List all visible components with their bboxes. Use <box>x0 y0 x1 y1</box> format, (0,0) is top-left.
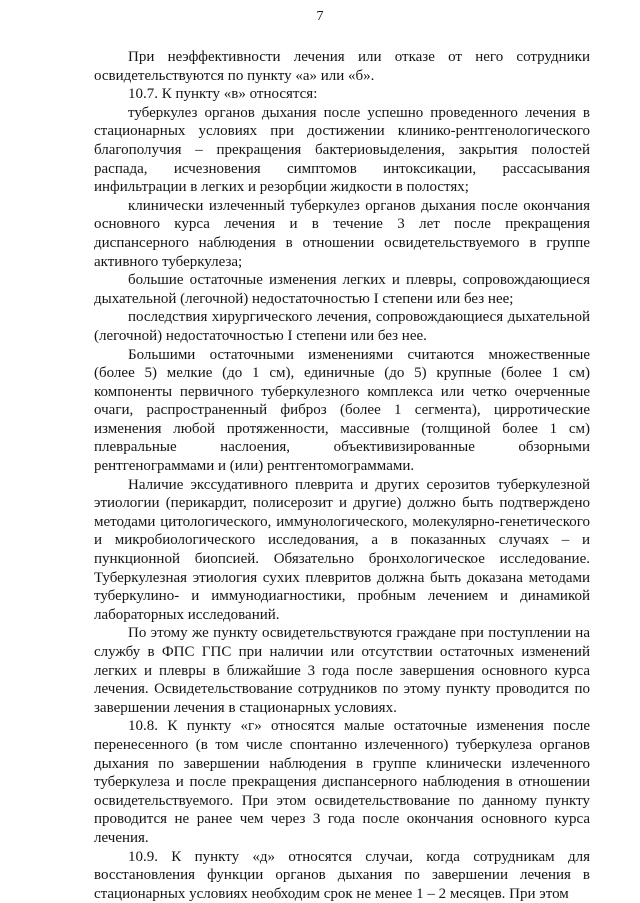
paragraph-citizens-admission: По этому же пункту освидетельствуются граждане при поступлении на службу в ФПС ГПС при наличии или отсутствии остаточных изменений легких и плевры в ближайшие 3 года после завершения основного курса лечения. Освидетельствование сотрудников по этому пункту проводится по завершении лечения в стационарных условиях. <box>94 625 590 716</box>
paragraph-tb-after-treatment: туберкулез органов дыхания после успешно проведенного лечения в стационарных условиях при достижении клинико-рентгенологического благополучия – прекращения бактериовыделения, закрытия полостей распада, исчезновения симптомов интоксикации, рассасывания инфильтрации в легких и резорбции жидкости в полостях; <box>94 104 590 196</box>
page-number: 7 <box>316 9 324 24</box>
paragraph-exudative-pleurisy: Наличие экссудативного плеврита и других серозитов туберкулезной этиологии (перикардит, полисерозит и другие) должно быть подтверждено методами цитологического, иммунологического, молекулярно-генетического и микробиологического исследования, а в показанных случаях – и пункционной биопсией. Обязательно бронхологическое исследование. Туберкулезная этиология сухих плевритов должна быть доказана методами туберкулино- и иммунодиагностики, пробным лечением и динамикой лабораторных исследований. <box>94 476 590 623</box>
paragraph-large-residual-changes: большие остаточные изменения легких и плевры, сопровождающиеся дыхательной (легочной) недостаточностью I степени или без нее; <box>94 272 590 307</box>
paragraph-10-8: 10.8. К пункту «г» относятся малые остаточные изменения после перенесенного (в том числе спонтанно излеченного) туберкулеза органов дыхания по завершении наблюдения в группе клинически излеченного туберкулеза и после прекращения диспансерного наблюдения в отношении освидетельствуемого. При этом освидетельствование по данному пункту проводится не ранее чем через 3 года после окончания основного курса лечения. <box>94 718 590 846</box>
document-body <box>94 48 590 903</box>
paragraph-10-7-heading: 10.7. К пункту «в» относятся: <box>128 86 318 103</box>
paragraph-clinically-cured-tb: клинически излеченный туберкулез органов дыхания после окончания основного курса лечения и в течение 3 лет после прекращения диспансерного наблюдения в отношении освидетельствуемого в группе активного туберкулеза; <box>94 197 590 270</box>
paragraph-large-changes-definition: Большими остаточными изменениями считаются множественные (более 5) мелкие (до 1 см), единичные (до 5) крупные (более 1 см) компоненты первичного туберкулезного комплекса или четко очерченные очаги, распространенный фиброз (более 1 сегмента), цирротические изменения любой протяженности, массивные (толщиной более 1 см) плевральные наслоения, объективизированные обзорными рентгенограммами и (или) рентгентомограммами. <box>94 346 590 475</box>
paragraph-surgical-consequences: последствия хирургического лечения, сопровождающиеся дыхательной (легочной) недостаточностью I степени или без нее. <box>94 309 590 344</box>
paragraph-treatment-failure: При неэффективности лечения или отказе от него сотрудники освидетельствуются по пункту «а» или «б». <box>94 49 590 84</box>
paragraph-10-9: 10.9. К пункту «д» относятся случаи, когда сотрудникам для восстановления функции органов дыхания по завершении лечения в стационарных условиях необходим срок не менее 1 – 2 месяцев. При этом <box>94 848 590 902</box>
